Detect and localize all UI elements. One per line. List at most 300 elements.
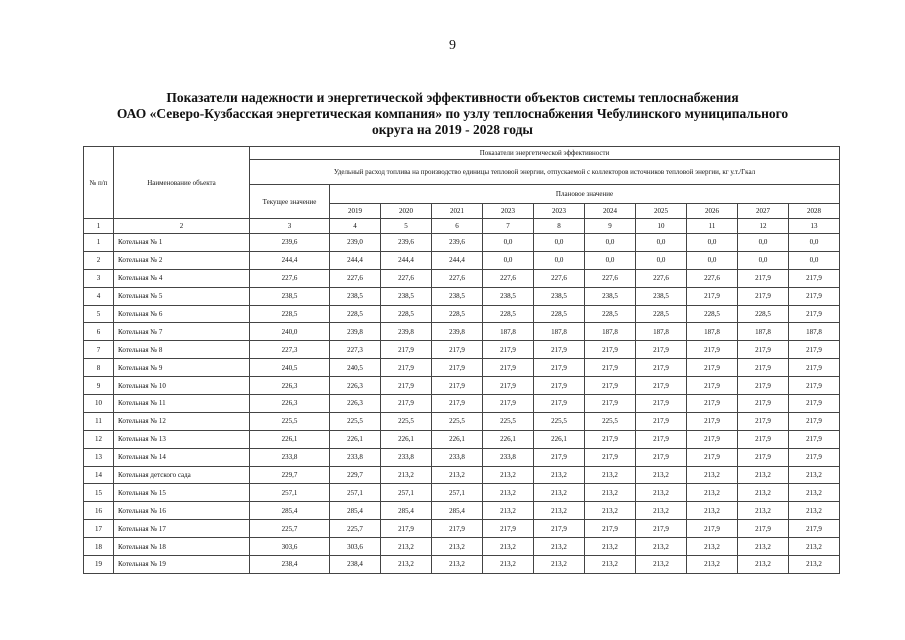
object-name: Котельная № 2 [114, 251, 250, 269]
planned-value: 217,9 [738, 430, 789, 448]
planned-value: 238,4 [330, 556, 381, 574]
planned-value: 257,1 [381, 484, 432, 502]
planned-value: 238,5 [330, 287, 381, 305]
planned-value: 233,8 [330, 448, 381, 466]
year-header: 2024 [585, 204, 636, 219]
column-number: 3 [250, 219, 330, 234]
planned-value: 217,9 [432, 341, 483, 359]
planned-value: 228,5 [483, 305, 534, 323]
row-number: 9 [84, 377, 114, 395]
planned-value: 213,2 [585, 502, 636, 520]
row-number: 8 [84, 359, 114, 377]
planned-value: 217,9 [687, 359, 738, 377]
title-line-2: ОАО «Северо-Кузбасская энергетическая компания» по узлу теплоснабжения Чебулинского муниципального [116, 106, 789, 121]
planned-value: 213,2 [534, 484, 585, 502]
row-number: 16 [84, 502, 114, 520]
current-value: 226,3 [250, 377, 330, 395]
table-row [84, 430, 840, 448]
table-row [84, 269, 840, 287]
planned-value: 0,0 [687, 251, 738, 269]
planned-value: 226,1 [381, 430, 432, 448]
table-row [84, 412, 840, 430]
planned-value: 257,1 [330, 484, 381, 502]
planned-value: 213,2 [534, 556, 585, 574]
planned-value: 213,2 [585, 484, 636, 502]
planned-value: 228,5 [636, 305, 687, 323]
planned-value: 217,9 [636, 448, 687, 466]
current-value: 225,5 [250, 412, 330, 430]
year-header: 2027 [738, 204, 789, 219]
planned-value: 217,9 [381, 359, 432, 377]
row-number: 10 [84, 395, 114, 413]
document-title [60, 90, 845, 138]
planned-value: 213,2 [789, 538, 840, 556]
planned-value: 238,5 [636, 287, 687, 305]
planned-value: 217,9 [789, 377, 840, 395]
planned-value: 217,9 [534, 448, 585, 466]
planned-value: 239,8 [330, 323, 381, 341]
planned-value: 213,2 [636, 556, 687, 574]
planned-value: 240,5 [330, 359, 381, 377]
column-number: 11 [687, 219, 738, 234]
row-number: 7 [84, 341, 114, 359]
header-row-number: № п/п [84, 147, 114, 219]
planned-value: 239,6 [432, 234, 483, 252]
planned-value: 213,2 [483, 484, 534, 502]
column-number: 10 [636, 219, 687, 234]
object-name: Котельная № 17 [114, 520, 250, 538]
planned-value: 226,1 [534, 430, 585, 448]
planned-value: 217,9 [585, 448, 636, 466]
planned-value: 227,3 [330, 341, 381, 359]
header-object-name: Наименование объекта [114, 147, 250, 219]
planned-value: 228,5 [687, 305, 738, 323]
row-number: 12 [84, 430, 114, 448]
planned-value: 217,9 [585, 359, 636, 377]
current-value: 226,3 [250, 395, 330, 413]
planned-value: 238,5 [432, 287, 483, 305]
planned-value: 217,9 [687, 412, 738, 430]
object-name: Котельная № 5 [114, 287, 250, 305]
planned-value: 0,0 [789, 234, 840, 252]
table-row [84, 323, 840, 341]
planned-value: 0,0 [789, 251, 840, 269]
planned-value: 0,0 [585, 234, 636, 252]
planned-value: 217,9 [687, 430, 738, 448]
planned-value: 257,1 [432, 484, 483, 502]
object-name: Котельная № 4 [114, 269, 250, 287]
planned-value: 238,5 [585, 287, 636, 305]
planned-value: 225,5 [483, 412, 534, 430]
column-number: 6 [432, 219, 483, 234]
row-number: 14 [84, 466, 114, 484]
planned-value: 217,9 [636, 430, 687, 448]
table-row [84, 359, 840, 377]
planned-value: 217,9 [789, 359, 840, 377]
planned-value: 217,9 [687, 395, 738, 413]
planned-value: 285,4 [432, 502, 483, 520]
planned-value: 213,2 [534, 502, 585, 520]
column-number: 4 [330, 219, 381, 234]
current-value: 244,4 [250, 251, 330, 269]
planned-value: 0,0 [636, 234, 687, 252]
object-name: Котельная № 18 [114, 538, 250, 556]
planned-value: 213,2 [789, 556, 840, 574]
object-name: Котельная № 19 [114, 556, 250, 574]
column-number: 8 [534, 219, 585, 234]
planned-value: 225,5 [432, 412, 483, 430]
table-row [84, 484, 840, 502]
planned-value: 217,9 [381, 377, 432, 395]
planned-value: 226,3 [330, 377, 381, 395]
planned-value: 213,2 [789, 502, 840, 520]
planned-value: 217,9 [687, 377, 738, 395]
planned-value: 233,8 [432, 448, 483, 466]
indicators-table [83, 146, 840, 574]
planned-value: 238,5 [534, 287, 585, 305]
planned-value: 227,6 [585, 269, 636, 287]
object-name: Котельная № 16 [114, 502, 250, 520]
object-name: Котельная № 14 [114, 448, 250, 466]
planned-value: 217,9 [432, 395, 483, 413]
planned-value: 217,9 [789, 520, 840, 538]
planned-value: 213,2 [636, 538, 687, 556]
header-indicator: Удельный расход топлива на производство единицы тепловой энергии, отпускаемой с коллекторов источников тепловой энергии, кг у.т./Гкал [250, 160, 840, 185]
planned-value: 213,2 [738, 484, 789, 502]
planned-value: 213,2 [432, 466, 483, 484]
planned-value: 228,5 [330, 305, 381, 323]
planned-value: 217,9 [738, 287, 789, 305]
year-header: 2021 [432, 204, 483, 219]
planned-value: 217,9 [738, 412, 789, 430]
column-number: 1 [84, 219, 114, 234]
planned-value: 213,2 [738, 556, 789, 574]
planned-value: 217,9 [381, 520, 432, 538]
row-number: 1 [84, 234, 114, 252]
planned-value: 217,9 [738, 377, 789, 395]
planned-value: 217,9 [432, 520, 483, 538]
planned-value: 213,2 [381, 466, 432, 484]
table-row [84, 502, 840, 520]
current-value: 257,1 [250, 484, 330, 502]
planned-value: 227,6 [534, 269, 585, 287]
year-header: 2025 [636, 204, 687, 219]
row-number: 19 [84, 556, 114, 574]
planned-value: 285,4 [330, 502, 381, 520]
planned-value: 217,9 [789, 269, 840, 287]
planned-value: 217,9 [789, 412, 840, 430]
row-number: 15 [84, 484, 114, 502]
planned-value: 226,1 [432, 430, 483, 448]
current-value: 239,6 [250, 234, 330, 252]
planned-value: 0,0 [738, 234, 789, 252]
planned-value: 217,9 [738, 341, 789, 359]
planned-value: 227,6 [330, 269, 381, 287]
planned-value: 213,2 [789, 484, 840, 502]
column-number: 7 [483, 219, 534, 234]
planned-value: 0,0 [483, 234, 534, 252]
planned-value: 225,5 [381, 412, 432, 430]
planned-value: 217,9 [636, 520, 687, 538]
row-number: 13 [84, 448, 114, 466]
planned-value: 227,6 [432, 269, 483, 287]
planned-value: 217,9 [534, 520, 585, 538]
year-header: 2028 [789, 204, 840, 219]
header-group: Показатели энергетической эффективности [250, 147, 840, 160]
planned-value: 217,9 [534, 341, 585, 359]
year-header: 2023 [534, 204, 585, 219]
object-name: Котельная № 1 [114, 234, 250, 252]
current-value: 229,7 [250, 466, 330, 484]
planned-value: 217,9 [585, 341, 636, 359]
planned-value: 233,8 [483, 448, 534, 466]
planned-value: 244,4 [330, 251, 381, 269]
row-number: 3 [84, 269, 114, 287]
planned-value: 244,4 [381, 251, 432, 269]
current-value: 226,1 [250, 430, 330, 448]
planned-value: 213,2 [687, 502, 738, 520]
planned-value: 225,5 [330, 412, 381, 430]
current-value: 285,4 [250, 502, 330, 520]
title-line-3: округа на 2019 - 2028 годы [372, 122, 533, 137]
planned-value: 0,0 [534, 251, 585, 269]
object-name: Котельная № 8 [114, 341, 250, 359]
planned-value: 217,9 [687, 341, 738, 359]
table-row [84, 556, 840, 574]
table-row [84, 395, 840, 413]
row-number: 11 [84, 412, 114, 430]
planned-value: 213,2 [585, 538, 636, 556]
planned-value: 213,2 [483, 466, 534, 484]
planned-value: 217,9 [585, 430, 636, 448]
planned-value: 226,3 [330, 395, 381, 413]
planned-value: 226,1 [330, 430, 381, 448]
planned-value: 0,0 [738, 251, 789, 269]
current-value: 228,5 [250, 305, 330, 323]
planned-value: 217,9 [483, 520, 534, 538]
planned-value: 217,9 [789, 430, 840, 448]
planned-value: 228,5 [381, 305, 432, 323]
table-row [84, 520, 840, 538]
planned-value: 217,9 [687, 520, 738, 538]
header-planned-value: Плановое значение [330, 185, 840, 204]
object-name: Котельная № 15 [114, 484, 250, 502]
planned-value: 217,9 [789, 341, 840, 359]
row-number: 6 [84, 323, 114, 341]
planned-value: 228,5 [585, 305, 636, 323]
planned-value: 213,2 [432, 538, 483, 556]
planned-value: 213,2 [534, 538, 585, 556]
planned-value: 217,9 [585, 377, 636, 395]
planned-value: 217,9 [534, 359, 585, 377]
row-number: 17 [84, 520, 114, 538]
planned-value: 229,7 [330, 466, 381, 484]
planned-value: 217,9 [483, 341, 534, 359]
planned-value: 217,9 [483, 359, 534, 377]
planned-value: 217,9 [432, 377, 483, 395]
planned-value: 0,0 [483, 251, 534, 269]
planned-value: 244,4 [432, 251, 483, 269]
column-number: 12 [738, 219, 789, 234]
planned-value: 0,0 [636, 251, 687, 269]
row-number: 5 [84, 305, 114, 323]
planned-value: 213,2 [432, 556, 483, 574]
planned-value: 227,6 [381, 269, 432, 287]
row-number: 4 [84, 287, 114, 305]
planned-value: 213,2 [585, 556, 636, 574]
year-header: 2026 [687, 204, 738, 219]
planned-value: 213,2 [483, 556, 534, 574]
planned-value: 233,8 [381, 448, 432, 466]
object-name: Котельная № 11 [114, 395, 250, 413]
planned-value: 217,9 [789, 305, 840, 323]
planned-value: 217,9 [381, 395, 432, 413]
planned-value: 213,2 [381, 556, 432, 574]
planned-value: 217,9 [483, 377, 534, 395]
planned-value: 226,1 [483, 430, 534, 448]
year-header: 2023 [483, 204, 534, 219]
planned-value: 213,2 [738, 538, 789, 556]
planned-value: 217,9 [534, 377, 585, 395]
title-line-1: Показатели надежности и энергетической эффективности объектов системы теплоснабжения [166, 90, 739, 105]
planned-value: 217,9 [738, 448, 789, 466]
planned-value: 217,9 [636, 341, 687, 359]
table-row [84, 287, 840, 305]
planned-value: 0,0 [585, 251, 636, 269]
table-row [84, 341, 840, 359]
planned-value: 217,9 [585, 395, 636, 413]
planned-value: 217,9 [738, 520, 789, 538]
current-value: 238,5 [250, 287, 330, 305]
planned-value: 217,9 [636, 412, 687, 430]
object-name: Котельная № 7 [114, 323, 250, 341]
planned-value: 217,9 [534, 395, 585, 413]
planned-value: 239,8 [432, 323, 483, 341]
object-name: Котельная № 9 [114, 359, 250, 377]
object-name: Котельная № 10 [114, 377, 250, 395]
planned-value: 217,9 [636, 395, 687, 413]
page-number: 9 [449, 38, 456, 53]
planned-value: 225,5 [585, 412, 636, 430]
planned-value: 213,2 [636, 484, 687, 502]
planned-value: 217,9 [789, 448, 840, 466]
year-header: 2019 [330, 204, 381, 219]
year-header: 2020 [381, 204, 432, 219]
column-number: 9 [585, 219, 636, 234]
current-value: 227,3 [250, 341, 330, 359]
planned-value: 213,2 [534, 466, 585, 484]
planned-value: 217,9 [381, 341, 432, 359]
planned-value: 239,6 [381, 234, 432, 252]
planned-value: 227,6 [687, 269, 738, 287]
planned-value: 0,0 [534, 234, 585, 252]
current-value: 240,5 [250, 359, 330, 377]
table-row [84, 377, 840, 395]
table-row [84, 466, 840, 484]
planned-value: 213,2 [636, 502, 687, 520]
planned-value: 238,5 [381, 287, 432, 305]
planned-value: 187,8 [636, 323, 687, 341]
current-value: 225,7 [250, 520, 330, 538]
column-number: 13 [789, 219, 840, 234]
planned-value: 227,6 [636, 269, 687, 287]
planned-value: 225,5 [534, 412, 585, 430]
table-row [84, 448, 840, 466]
planned-value: 217,9 [789, 287, 840, 305]
planned-value: 213,2 [738, 466, 789, 484]
planned-value: 217,9 [738, 359, 789, 377]
current-value: 238,4 [250, 556, 330, 574]
planned-value: 213,2 [381, 538, 432, 556]
planned-value: 217,9 [687, 287, 738, 305]
planned-value: 303,6 [330, 538, 381, 556]
planned-value: 285,4 [381, 502, 432, 520]
object-name: Котельная № 6 [114, 305, 250, 323]
planned-value: 213,2 [687, 538, 738, 556]
planned-value: 217,9 [636, 359, 687, 377]
table-row [84, 538, 840, 556]
planned-value: 187,8 [585, 323, 636, 341]
planned-value: 187,8 [483, 323, 534, 341]
planned-value: 239,8 [381, 323, 432, 341]
column-number: 2 [114, 219, 250, 234]
planned-value: 187,8 [789, 323, 840, 341]
planned-value: 217,9 [687, 448, 738, 466]
planned-value: 217,9 [789, 395, 840, 413]
header-current-value: Текущее значение [250, 185, 330, 219]
object-name: Котельная № 13 [114, 430, 250, 448]
object-name: Котельная № 12 [114, 412, 250, 430]
planned-value: 187,8 [534, 323, 585, 341]
planned-value: 238,5 [483, 287, 534, 305]
planned-value: 213,2 [687, 466, 738, 484]
planned-value: 213,2 [789, 466, 840, 484]
planned-value: 217,9 [636, 377, 687, 395]
row-number: 18 [84, 538, 114, 556]
planned-value: 213,2 [636, 466, 687, 484]
current-value: 227,6 [250, 269, 330, 287]
planned-value: 0,0 [687, 234, 738, 252]
table-row [84, 234, 840, 252]
planned-value: 213,2 [687, 556, 738, 574]
planned-value: 213,2 [585, 466, 636, 484]
column-number: 5 [381, 219, 432, 234]
object-name: Котельная детского сада [114, 466, 250, 484]
planned-value: 228,5 [432, 305, 483, 323]
planned-value: 213,2 [687, 484, 738, 502]
planned-value: 217,9 [738, 395, 789, 413]
planned-value: 217,9 [483, 395, 534, 413]
planned-value: 217,9 [585, 520, 636, 538]
planned-value: 217,9 [432, 359, 483, 377]
table-row [84, 305, 840, 323]
table-row [84, 251, 840, 269]
planned-value: 225,7 [330, 520, 381, 538]
planned-value: 187,8 [687, 323, 738, 341]
planned-value: 213,2 [483, 502, 534, 520]
current-value: 240,0 [250, 323, 330, 341]
current-value: 303,6 [250, 538, 330, 556]
planned-value: 213,2 [738, 502, 789, 520]
planned-value: 228,5 [738, 305, 789, 323]
planned-value: 217,9 [738, 269, 789, 287]
planned-value: 187,8 [738, 323, 789, 341]
row-number: 2 [84, 251, 114, 269]
current-value: 233,8 [250, 448, 330, 466]
planned-value: 213,2 [483, 538, 534, 556]
planned-value: 239,0 [330, 234, 381, 252]
planned-value: 227,6 [483, 269, 534, 287]
